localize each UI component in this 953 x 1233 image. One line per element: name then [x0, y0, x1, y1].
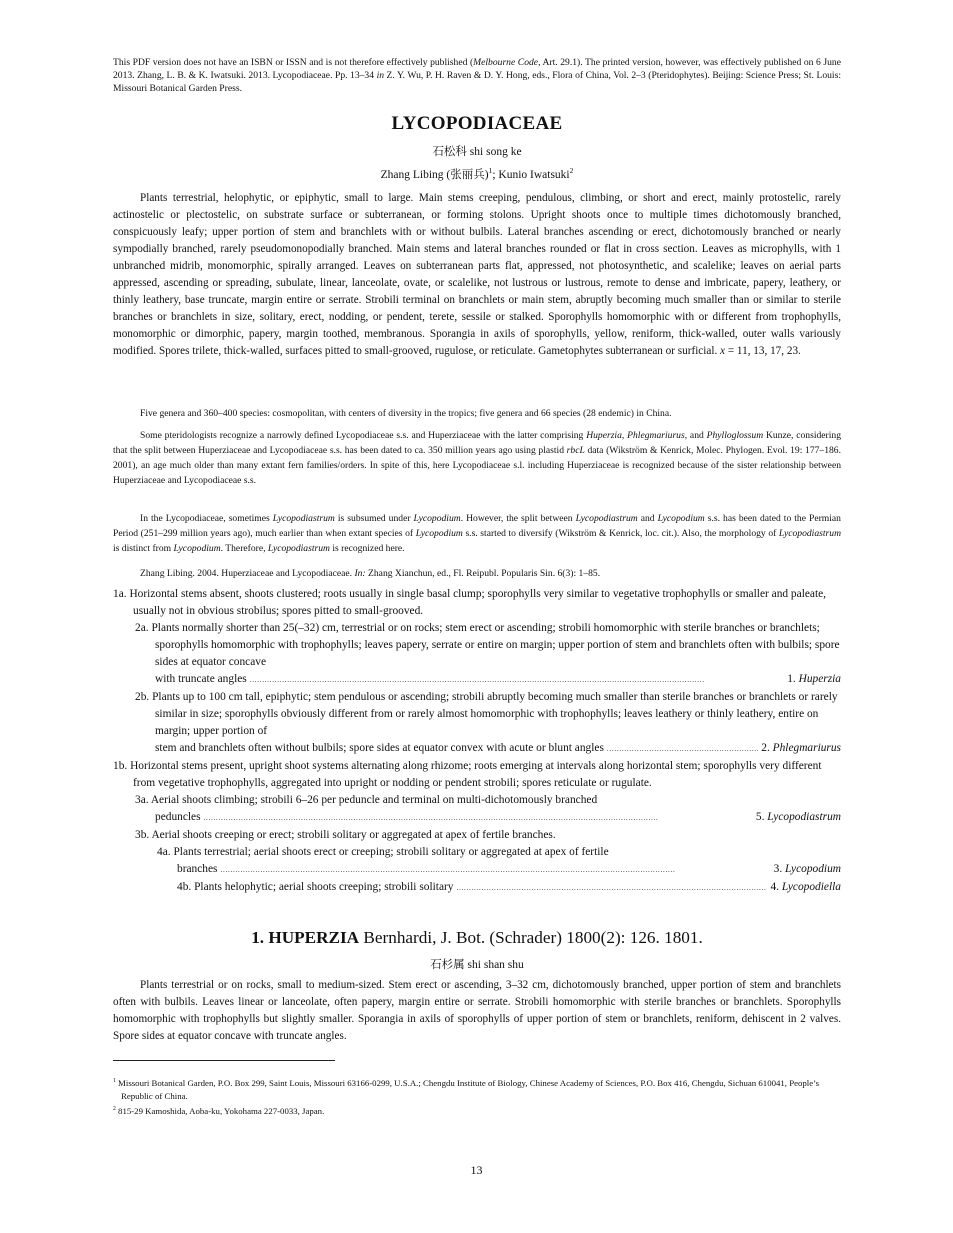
key-lead-2a: 2a. Plants normally shorter than 25(–32) cm, terrestrial or on rocks; stem erect or ascending; strobili homomorphic with sterile branches or branchlets; sporophylls homomorphic with trophophylls; leaves papery, serrate or entire on margin; upper portion of stem and branchlets often with bulbils; spore sides at equator concave with truncate angles . . . 1. Huperzia	[135, 620, 841, 689]
reference-note: Zhang Libing. 2004. Huperziaceae and Lycopodiaceae. In: Zhang Xianchun, ed., Fl. Reipubl. Popularis Sin. 6(3): 1–85.	[140, 568, 601, 579]
key-target-lycopodiastrum: 5. Lycopodiastrum	[755, 811, 841, 823]
key-lead-1b: 1b. Horizontal stems present, upright shoot systems alternating along rhizome; roots emerging at intervals along horizontal stem; sporophylls very different from vegetative trophophylls, aggregated into upright or nodding or pendent strobili; spores reticulate or rugulate.	[113, 760, 822, 789]
leader-dots	[457, 879, 768, 897]
taxonomy-note-huperziaceae: Some pteridologists recognize a narrowly defined Lycopodiaceae s.s. and Huperziaceae with the latter comprising Huperzia, Phlegmariurus, and Phylloglossum Kunze, considering that the split between Huperziaceae and Lycopodiaceae s.s. has been dated to ca. 350 million years ago using plastid rbcL data (Wikström & Kenrick, Molec. Phylogen. Evol. 19: 177–186. 2001), an age much older than many extant fern families/orders. In spite of this, here Lycopodiaceae s.l. including Huperziaceae is recognized because of the sister relationship between Huperziaceae and Lycopodiaceae s.s.	[113, 430, 841, 486]
key-lead-4a: 4a. Plants terrestrial; aerial shoots erect or creeping; strobili solitary or aggregated at apex of fertile branches . . . 3. Lycopodium	[157, 844, 841, 879]
genus-chinese-name: 石杉属 shi shan shu	[430, 959, 524, 971]
genus-description: Plants terrestrial or on rocks, small to medium-sized. Stem erect or ascending, 3–32 cm, dichotomously branched, upper portion of stem and branchlets often with bulbils. Leaves linear or lanceolate, often papery, margin entire or serrate. Strobili homomorphic with sterile branches or branchlets. Sporophylls homomorphic with trophophylls but slightly smaller. Sporangia in axils of sporophylls of upper portion of stem or branchlets, reniform, dehiscent in 2 valves. Spore sides at equator concave with truncate angles.	[113, 979, 841, 1042]
leader-dots	[607, 740, 758, 758]
page-number: 13	[470, 1163, 483, 1177]
key-target-lycopodiella: 4. Lycopodiella	[770, 881, 841, 893]
footnote-divider	[113, 1060, 335, 1061]
taxonomy-note-lycopodiastrum: In the Lycopodiaceae, sometimes Lycopodiastrum is subsumed under Lycopodium. However, the split between Lycopodiastrum and Lycopodium s.s. has been dated to the Permian Period (251–299 million years ago), much earlier than when extant species of Lycopodium s.s. started to diversify (Wikström & Kenrick, loc. cit.). Also, the morphology of Lycopodiastrum is distinct from Lycopodium. Therefore, Lycopodiastrum is recognized here.	[113, 513, 841, 554]
family-description: Plants terrestrial, helophytic, or epiphytic, small to large. Main stems creeping, pendulous, climbing, or short and erect, mainly protostelic, rarely actinostelic or plectostelic, on substrate surface or subterranean, or forming stolons. Upright shoots once to multiple times dichotomously branched, conspicuously leafy; upper portion of stem and branchlets with or without bulbils. Lateral branches ascending or erect, dichotomously branched or nearly sympodially branched, rarely pseudomonopodially branched. Main stems and lateral branches rounded or flat in cross section. Leaves as microphylls, with 1 unbranched midrib, monomorphic, spirally arranged. Leaves on subterranean parts flat, appressed, not photosynthetic, and scalelike; leaves on aerial parts appressed, ascending or spreading, subulate, linear, lanceolate, ovate, or scalelike, not lustrous or lustrous, remote to dense and imbricate, papery, leathery, or thinly leathery, base truncate, margin entire or serrate. Strobili terminal on branchlets or main stem, abruptly becoming much smaller than or similar to sterile branches or branchlets in size, solitary, erect, nodding, or pendent, terete, sessile or stalked. Sporophylls homomorphic with or different from trophophylls, monomorphic or dimorphic, papery, margin toothed, membranous. Sporangia in axils of sporophylls, yellow, reniform, thick-walled, outer walls variously modified. Spores trilete, thick-walled, surfaces pitted to small-grooved, rugulose, or reticulate. Gametophytes subterranean or surficial. x = 11, 13, 17, 23.	[113, 192, 841, 357]
family-authors: Zhang Libing (张丽兵)$^1$; Kunio Iwatsuki$^2$	[380, 166, 574, 181]
leader-dots	[204, 809, 753, 827]
footnote-2: $^2$ 815-29 Kamoshida, Aoba-ku, Yokohama 227-0033, Japan.	[113, 1106, 325, 1116]
key-lead-3a: 3a. Aerial shoots climbing; strobili 6–26 per peduncle and terminal on multi-dichotomously branched peduncles . . . 5. Lycopodiastrum	[135, 792, 841, 827]
key-target-phlegmariurus: 2. Phlegmariurus	[761, 742, 841, 754]
key-target-lycopodium: 3. Lycopodium	[773, 863, 841, 875]
publication-notice: This PDF version does not have an ISBN or ISSN and is not therefore effectively published (Melbourne Code, Art. 29.1). The printed version, however, was effectively published on 6 June 2013. Zhang, L. B. & K. Iwatsuki. 2013. Lycopodiaceae. Pp. 13–34 in Z. Y. Wu, P. H. Raven & D. Y. Hong, eds., Flora of China, Vol. 2–3 (Pteridophytes). Beijing: Science Press; St. Louis: Missouri Botanical Garden Press.	[113, 57, 841, 94]
genus-key	[113, 586, 841, 897]
key-target-huperzia: 1. Huperzia	[787, 673, 841, 685]
family-chinese-name: 石松科 shi song ke	[432, 146, 522, 158]
key-lead-1a: 1a. Horizontal stems absent, shoots clustered; roots usually in single basal clump; sporophylls very similar to vegetative trophophylls or smaller and paleate, usually not in obvious strobilus; spores pitted to small-grooved.	[113, 588, 827, 617]
family-title: LYCOPODIACEAE	[391, 113, 563, 134]
leader-dots	[220, 861, 770, 879]
key-lead-2b: 2b. Plants up to 100 cm tall, epiphytic; stem pendulous or ascending; strobili abruptly becoming much smaller than sterile branches or branchlets or rarely similar in size; sporophylls obviously different from or rarely almost homomorphic with trophophylls; leaves leathery or thinly leathery, entire on margin; upper portion of stem and branchlets often without bulbils; spore sides at equator convex with acute or blunt angles . . . 2. Phlegmariurus	[135, 689, 841, 758]
leader-dots	[250, 671, 784, 689]
footnote-1: $^1$ Missouri Botanical Garden, P.O. Box 299, Saint Louis, Missouri 63166-0299, U.S.A.; Chengdu Institute of Biology, Chinese Academy of Sciences, P.O. Box 416, Chengdu, Sichuan 610041, People’s Republic of China.	[113, 1078, 819, 1101]
key-lead-3b: 3b. Aerial shoots creeping or erect; strobili solitary or aggregated at apex of fertile branches.	[135, 829, 556, 841]
key-lead-4b: 4b. Plants helophytic; aerial shoots creeping; strobili solitary . . . 4. Lycopodiella	[157, 879, 841, 897]
distribution-note: Five genera and 360–400 species: cosmopolitan, with centers of diversity in the tropics; five genera and 66 species (28 endemic) in China.	[140, 408, 672, 419]
genus-heading: 1. HUPERZIA Bernhardi, J. Bot. (Schrader) 1800(2): 126. 1801.	[251, 928, 703, 947]
